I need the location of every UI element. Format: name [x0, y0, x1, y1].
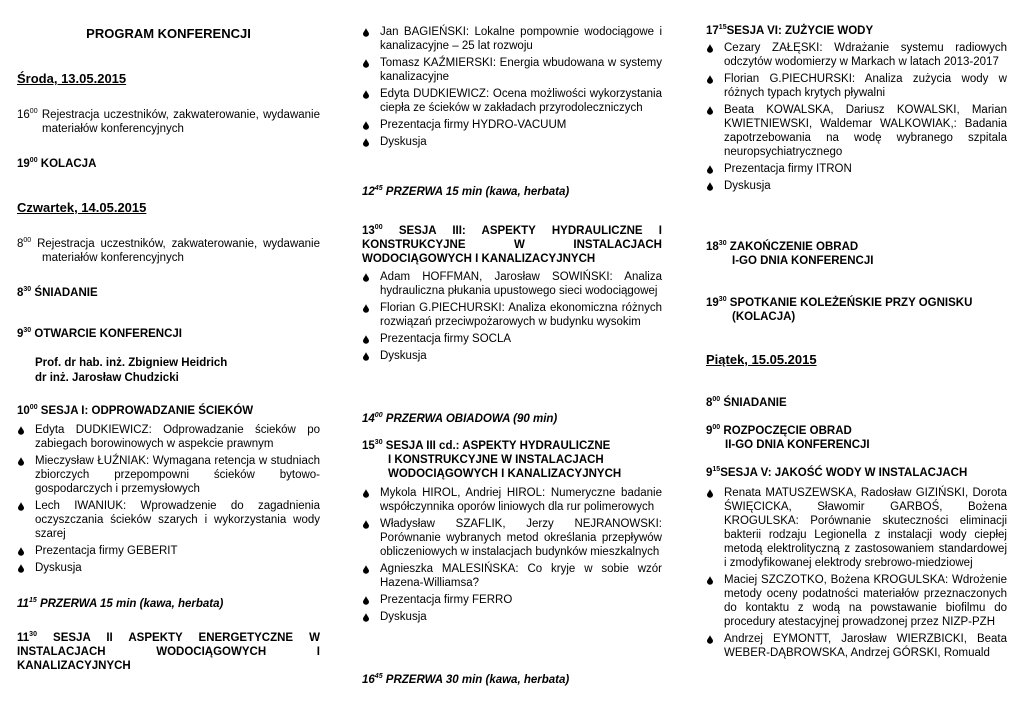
- list-item: Cezary ZAŁĘSKI: Wdrażanie systemu radiowych odczytów wodomierzy w Markach w latach 2013-2017: [706, 41, 1007, 69]
- drop-bullet-icon: [18, 547, 24, 556]
- drop-bullet-icon: [363, 121, 369, 130]
- session-3b-list: [362, 486, 662, 627]
- list-item: Władysław SZAFLIK, Jerzy NEJRANOWSKI: Porównanie wybranych metod określania przepływów obliczeniowych w instalacjach budynków mieszkalnych: [362, 517, 662, 559]
- drop-bullet-icon: [707, 182, 713, 191]
- evening-meeting-line-2: (KOLACJA): [732, 311, 796, 323]
- list-item: Edyta DUDKIEWICZ: Odprowadzanie ścieków po zabiegach borowinowych w aspekcie prawnym: [17, 423, 320, 451]
- session-3b-heading: [362, 439, 662, 481]
- list-item: Florian G.PIECHURSKI: Analiza zużycia wody w różnych typach krytych pływalni: [706, 72, 1007, 100]
- list-item: Mykola HIROL, Andriej HIROL: Numeryczne badanie współczynnika oporów liniowych dla rur polimerowych: [362, 486, 662, 514]
- drop-bullet-icon: [707, 44, 713, 53]
- breakfast-friday: $8^{00}$ ŚNIADANIE: [706, 396, 787, 409]
- coffee-break-3: $16^{45}$ PRZERWA 30 min (kawa, herbata): [362, 673, 570, 686]
- drop-bullet-icon: [363, 352, 369, 361]
- list-item: Prezentacja firmy SOCLA: [362, 332, 662, 346]
- session-6-list: [706, 41, 1007, 196]
- session-3-list: [362, 270, 662, 366]
- drop-bullet-icon: [18, 457, 24, 466]
- list-item: Dyskusja: [362, 135, 662, 149]
- drop-bullet-icon: [18, 426, 24, 435]
- drop-bullet-icon: [707, 576, 713, 585]
- evening-meeting-line-1: $19^{30}$ SPOTKANIE KOLEŻEŃSKIE PRZY OGNISKU: [706, 296, 973, 309]
- closing-day-1-line-2: I-GO DNIA KONFERENCJI: [732, 255, 874, 267]
- list-item: Dyskusja: [362, 610, 662, 624]
- list-item: Agnieszka MALESIŃSKA: Co kryje w sobie wzór Hazena-Williamsa?: [362, 562, 662, 590]
- list-item: Andrzej EYMONTT, Jarosław WIERZBICKI, Beata WEBER-DĄBROWSKA, Andrzej GÓRSKI, Romuald: [706, 632, 1007, 660]
- drop-bullet-icon: [363, 520, 369, 529]
- session-5-heading: $9^{15}SESJA$ V: JAKOŚĆ WODY W INSTALACJACH: [706, 466, 968, 479]
- opening-item: $9^{30}$ OTWARCIE KONFERENCJI: [17, 327, 182, 340]
- list-item: Edyta DUDKIEWICZ: Ocena możliwości wykorzystania ciepła ze ścieków w zakładach przyrodoleczniczych: [362, 87, 662, 115]
- list-item: Mieczysław ŁUŹNIAK: Wymagana retencja w studniach zbiorczych przepompowni ścieków bytowo-gospodarczych i przemysłowych: [17, 454, 320, 496]
- list-item: Lech IWANIUK: Wprowadzenie do zagadnienia oczyszczania ścieków szarych i wykorzystania wody szarej: [17, 499, 320, 541]
- speaker-line-2: dr inż. Jarosław Chudzicki: [35, 372, 179, 384]
- drop-bullet-icon: [363, 28, 369, 37]
- day-heading-thursday: Czwartek, 14.05.2015: [17, 200, 147, 215]
- list-item: Florian G.PIECHURSKI: Analiza ekonomiczna różnych rozwiązań przeciwpożarowych w budynku wysokim: [362, 301, 662, 329]
- drop-bullet-icon: [18, 502, 24, 511]
- session-2-heading: $11^{30}$ SESJA II ASPEKTY ENERGETYCZNE W INSTALACJACH WODOCIĄGOWYCH I KANALIZACYJNYCH: [17, 631, 321, 672]
- drop-bullet-icon: [363, 335, 369, 344]
- list-item: Renata MATUSZEWSKA, Radosław GIZIŃSKI, Dorota ŚWIĘCICKA, Sławomir GARBOŚ, Bożena KROGULSKA: Porównanie skuteczności eliminacji bakterii rodzaju Legionella z instalacji wody ciepłej metodą elektrolityczną z zastosowaniem standardowej i zmodyfikowanej elektrody srebrowo-miedziowej: [706, 486, 1007, 570]
- column-2: [362, 0, 662, 725]
- page-title: PROGRAM KONFERENCJI: [86, 26, 251, 41]
- coffee-break-2: $12^{45}$ PRZERWA 15 min (kawa, herbata): [362, 185, 570, 198]
- list-item: Beata KOWALSKA, Dariusz KOWALSKI, Marian KWIETNIEWSKI, Waldemar WALKOWIAK,: Badania zapotrzebowania na wodę wybranego szpitala neuropsychiatrycznego: [706, 103, 1007, 159]
- drop-bullet-icon: [363, 138, 369, 147]
- session-1-list: [17, 423, 320, 578]
- drop-bullet-icon: [363, 59, 369, 68]
- list-item: Tomasz KAŹMIERSKI: Energia wbudowana w systemy kanalizacyjne: [362, 56, 662, 84]
- registration-wednesday: $16^{00}$ Rejestracja uczestników, zakwaterowanie, wydawanie materiałów konferencyjnych: [17, 108, 320, 135]
- drop-bullet-icon: [363, 90, 369, 99]
- session-3b-line-2: I KONSTRUKCYJNE W INSTALACJACH WODOCIĄGOWYCH I KANALIZACYJNYCH: [388, 454, 622, 480]
- list-item: Prezentacja firmy GEBERIT: [17, 544, 320, 558]
- column-1: [17, 0, 320, 725]
- day-heading-friday: Piątek, 15.05.2015: [706, 352, 817, 367]
- list-item: Dyskusja: [362, 349, 662, 363]
- drop-bullet-icon: [707, 635, 713, 644]
- breakfast-thursday: $8^{30}$ ŚNIADANIE: [17, 286, 98, 299]
- drop-bullet-icon: [707, 106, 713, 115]
- drop-bullet-icon: [363, 613, 369, 622]
- day-heading-wednesday: Środa, 13.05.2015: [17, 71, 127, 86]
- dinner-item: $19^{00}$ KOLACJA: [17, 157, 97, 170]
- coffee-break-1: $11^{15}$ PRZERWA 15 min (kawa, herbata): [17, 597, 224, 610]
- evening-meeting: [706, 296, 1007, 324]
- session-1-heading: $10^{00}$ SESJA I: ODPROWADZANIE ŚCIEKÓW: [17, 404, 254, 417]
- list-item: Adam HOFFMAN, Jarosław SOWIŃSKI: Analiza hydrauliczna płukania upustowego sieci wodociągowej: [362, 270, 662, 298]
- list-item: Dyskusja: [706, 179, 1007, 193]
- drop-bullet-icon: [363, 304, 369, 313]
- list-item: Prezentacja firmy ITRON: [706, 162, 1007, 176]
- drop-bullet-icon: [707, 489, 713, 498]
- session-2-list: [362, 25, 662, 152]
- session-6-heading: $17^{15}SESJA$ VI: ZUŻYCIE WODY: [706, 24, 874, 37]
- closing-day-1: [706, 240, 1007, 268]
- drop-bullet-icon: [707, 165, 713, 174]
- speaker-line-1: Prof. dr hab. inż. Zbigniew Heidrich: [35, 357, 228, 369]
- opening-day-2-line-1: $9^{00}$ ROZPOCZĘCIE OBRAD: [706, 424, 852, 437]
- session-3-heading: $13^{00}$ SESJA III: ASPEKTY HYDRAULICZNE I KONSTRUKCYJNE W INSTALACJACH WODOCIĄGOWYCH I KANALIZACYJNYCH: [362, 224, 663, 265]
- drop-bullet-icon: [363, 273, 369, 282]
- opening-day-2: [706, 424, 1007, 452]
- list-item: Prezentacja firmy HYDRO-VACUUM: [362, 118, 662, 132]
- opening-day-2-line-2: II-GO DNIA KONFERENCJI: [725, 439, 870, 451]
- list-item: Jan BAGIEŃSKI: Lokalne pompownie wodociągowe i kanalizacyjne – 25 lat rozwoju: [362, 25, 662, 53]
- column-3: [706, 0, 1007, 725]
- list-item: Maciej SZCZOTKO, Bożena KROGULSKA: Wdrożenie metody oceny podatności materiałów przeznaczonych do kontaktu z wodą na powstawanie biofilmu do procedury atestacyjnej prowadzonej przez NIZP-PZH: [706, 573, 1007, 629]
- drop-bullet-icon: [707, 75, 713, 84]
- session-5-list: [706, 486, 1007, 663]
- list-item: Prezentacja firmy FERRO: [362, 593, 662, 607]
- drop-bullet-icon: [363, 489, 369, 498]
- drop-bullet-icon: [363, 596, 369, 605]
- registration-thursday: $8^{00}$ Rejestracja uczestników, zakwaterowanie, wydawanie materiałów konferencyjnych: [17, 237, 320, 264]
- drop-bullet-icon: [18, 564, 24, 573]
- closing-day-1-line-1: $18^{30}$ ZAKOŃCZENIE OBRAD: [706, 240, 859, 253]
- lunch-break: $14^{00}$ PRZERWA OBIADOWA (90 min): [362, 412, 558, 425]
- drop-bullet-icon: [363, 565, 369, 574]
- list-item: Dyskusja: [17, 561, 320, 575]
- session-3b-line-1: $15^{30}$ SESJA III cd.: ASPEKTY HYDRAULICZNE: [362, 439, 611, 452]
